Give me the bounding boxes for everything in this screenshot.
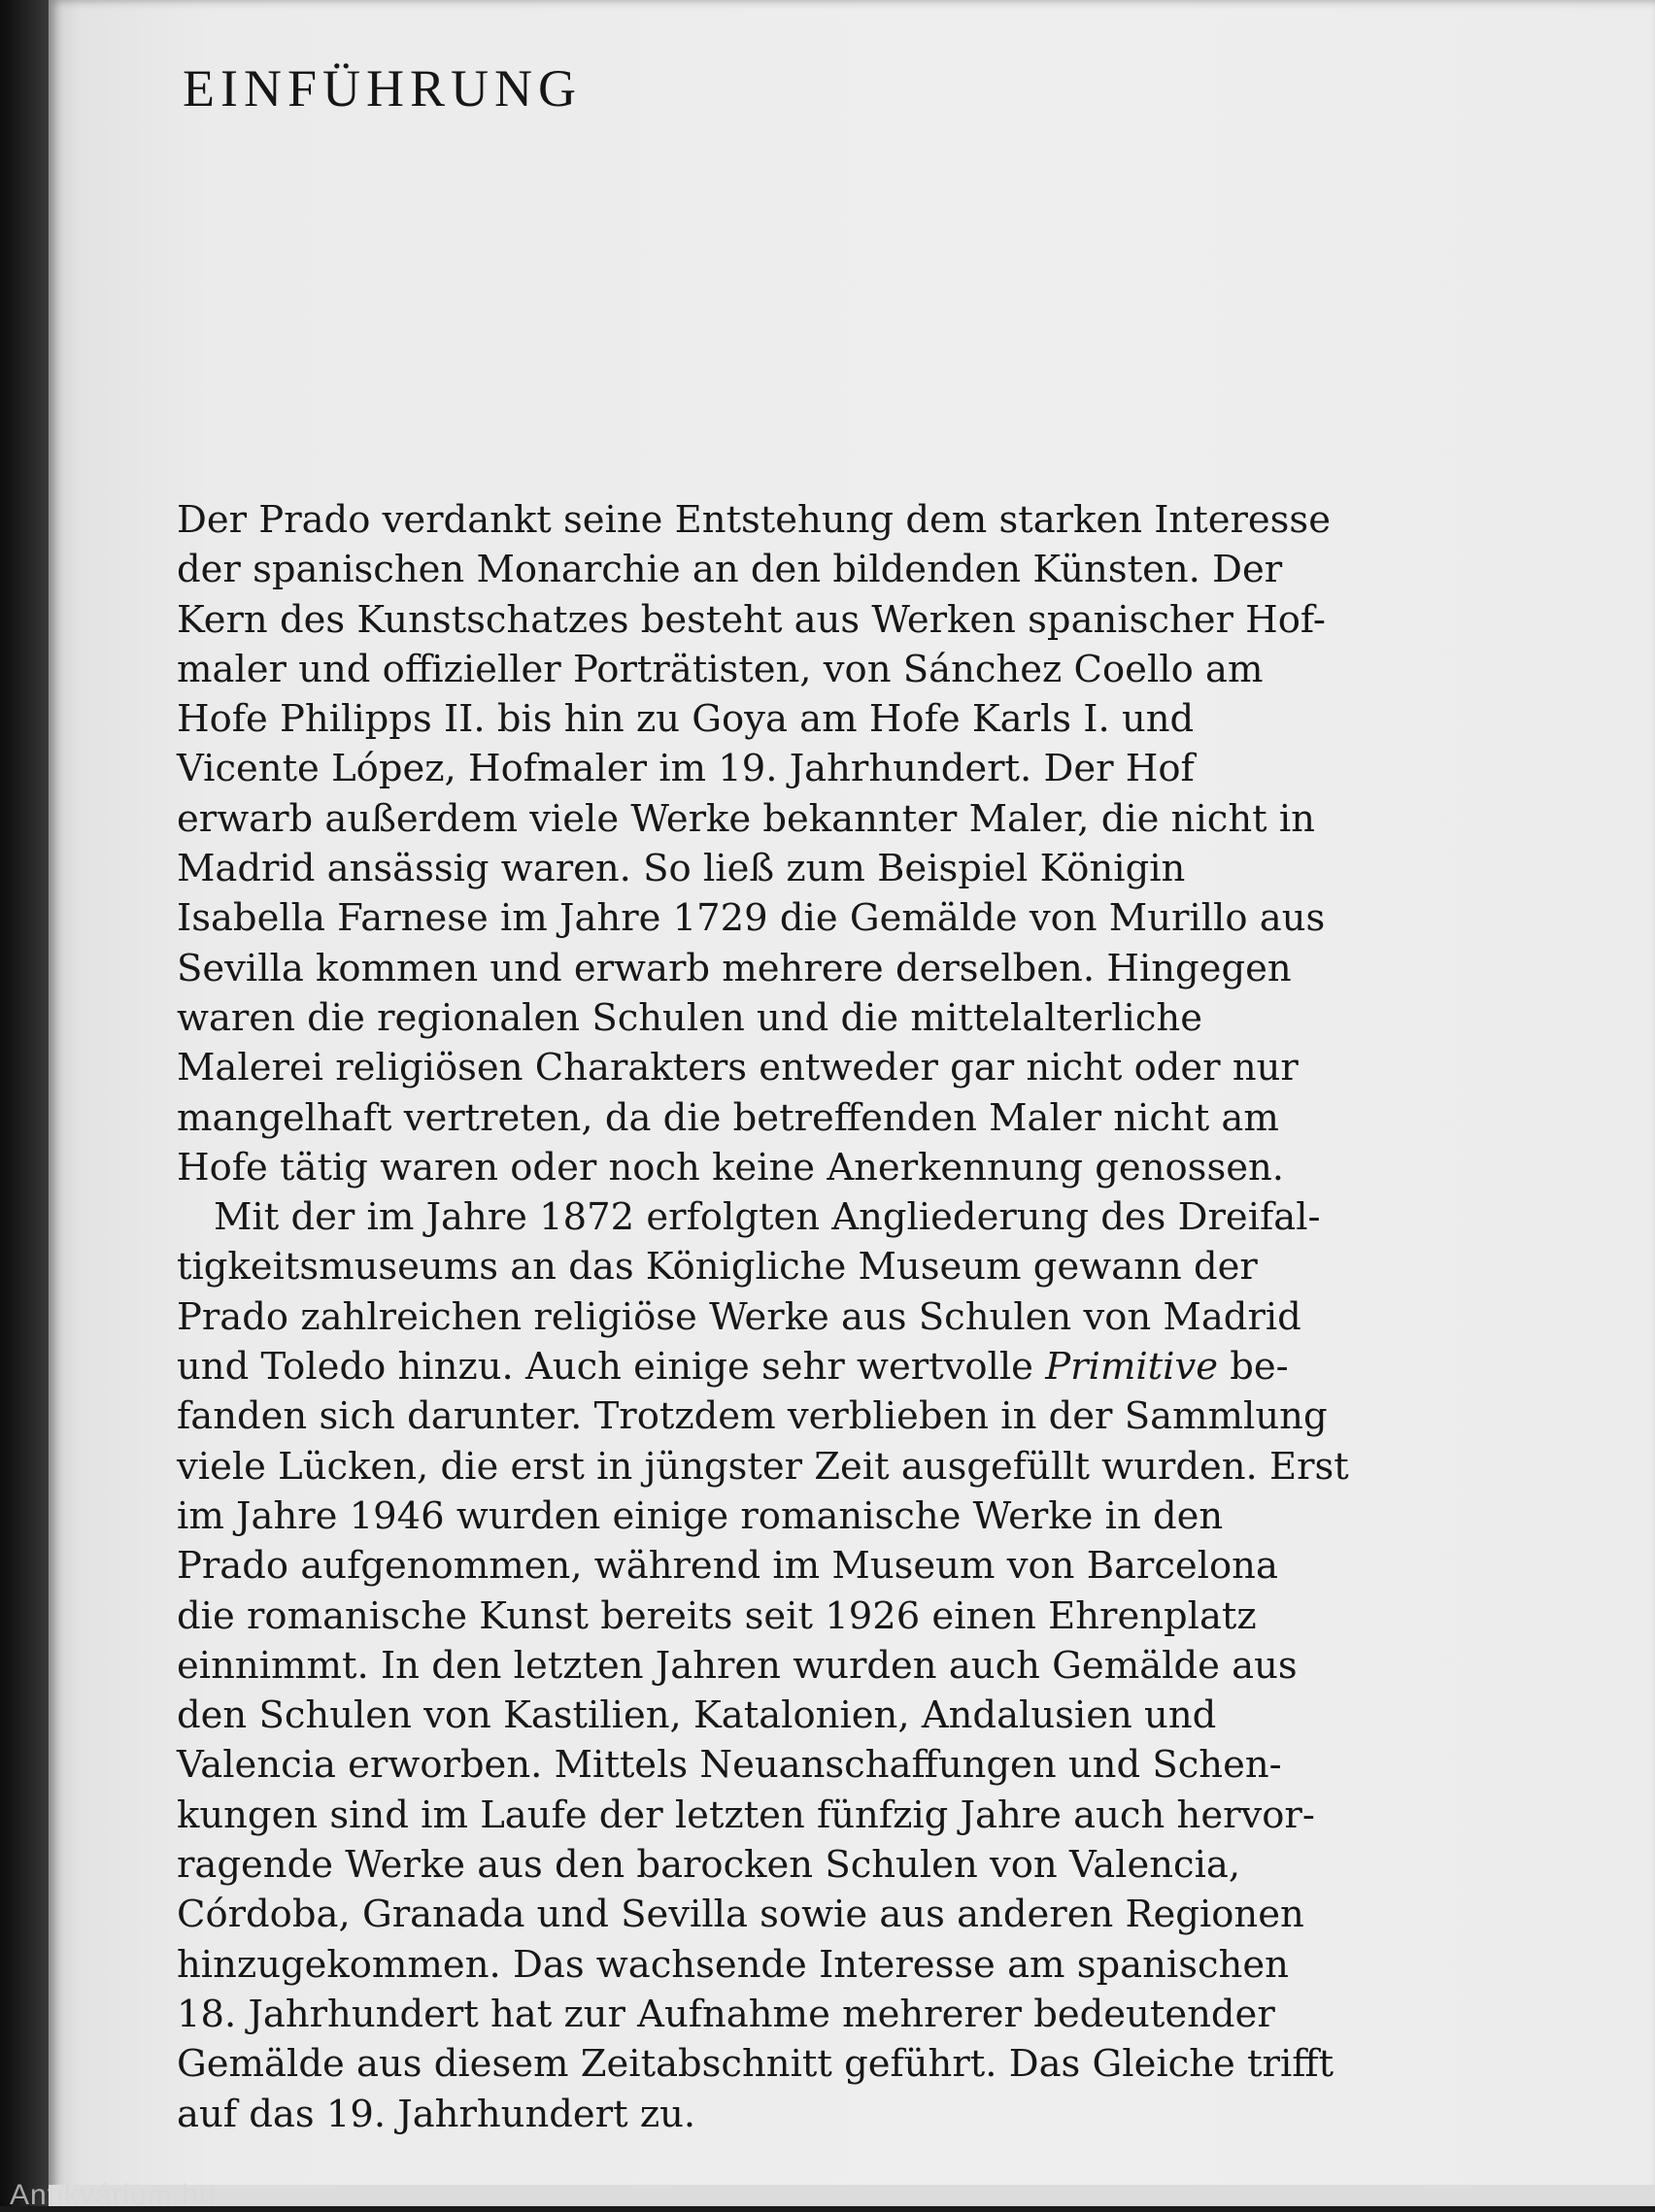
text-line: im Jahre 1946 wurden einige romanische Werke in den bbox=[177, 1493, 1224, 1538]
text-line: Valencia erworben. Mittels Neuanschaffungen und Schen- bbox=[177, 1743, 1282, 1788]
text-line-with-italic bbox=[177, 1342, 1289, 1391]
text-line: der spanischen Monarchie an den bildenden Künsten. Der bbox=[177, 548, 1283, 592]
body-text bbox=[177, 495, 1349, 2139]
text-line: Vicente López, Hofmaler im 19. Jahrhundert. Der Hof bbox=[177, 747, 1195, 791]
book-spine bbox=[0, 0, 49, 2206]
text-line: Gemälde aus diesem Zeitabschnitt geführt. Das Gleiche trifft bbox=[177, 2042, 1334, 2087]
watermark: Antikvárium.hu bbox=[10, 2179, 217, 2211]
text-line: hinzugekommen. Das wachsende Interesse am spanischen bbox=[177, 1942, 1289, 1987]
text-line: Madrid ansässig waren. So ließ zum Beispiel Königin bbox=[177, 847, 1186, 891]
text-line: 18. Jahrhundert hat zur Aufnahme mehrerer bedeutender bbox=[177, 1992, 1275, 2036]
text-line: maler und offizieller Porträtisten, von Sánchez Coello am bbox=[177, 647, 1264, 691]
text-line: viele Lücken, die erst in jüngster Zeit ausgefüllt wurden. Erst bbox=[177, 1444, 1349, 1489]
text-line: fanden sich darunter. Trotzdem verblieben in der Sammlung bbox=[177, 1394, 1328, 1439]
paragraph-2 bbox=[177, 1192, 1349, 2139]
text-line: waren die regionalen Schulen und die mittelalterliche bbox=[177, 995, 1202, 1040]
text-line: erwarb außerdem viele Werke bekannter Maler, die nicht in bbox=[177, 796, 1315, 841]
page-heading: EINFÜHRUNG bbox=[183, 59, 582, 117]
text-line: tigkeitsmuseums an das Königliche Museum gewann der bbox=[177, 1245, 1258, 1290]
text-line: mangelhaft vertreten, da die betreffenden Maler nicht am bbox=[177, 1095, 1279, 1140]
text-line: ragende Werke aus den barocken Schulen von Valencia, bbox=[177, 1843, 1241, 1888]
text-segment: be- bbox=[1217, 1345, 1289, 1390]
text-line: die romanische Kunst bereits seit 1926 einen Ehrenplatz bbox=[177, 1593, 1257, 1638]
text-line: Sevilla kommen und erwarb mehrere derselben. Hingegen bbox=[177, 946, 1292, 990]
text-line: kungen sind im Laufe der letzten fünfzig Jahre auch hervor- bbox=[177, 1793, 1315, 1837]
italic-term: Primitive bbox=[1045, 1345, 1218, 1390]
text-line: den Schulen von Kastilien, Katalonien, Andalusien und bbox=[177, 1693, 1217, 1738]
text-line: Der Prado verdankt seine Entstehung dem starken Interesse bbox=[177, 498, 1331, 542]
text-line: Hofe tätig waren oder noch keine Anerkennung genossen. bbox=[177, 1145, 1285, 1190]
text-line: Prado aufgenommen, während im Museum von Barcelona bbox=[177, 1544, 1278, 1589]
text-line: einnimmt. In den letzten Jahren wurden auch Gemälde aus bbox=[177, 1643, 1298, 1688]
text-line: Hofe Philipps II. bis hin zu Goya am Hofe Karls I. und bbox=[177, 697, 1195, 742]
bottom-edge bbox=[49, 2185, 1655, 2206]
text-line: Malerei religiösen Charakters entweder gar nicht oder nur bbox=[177, 1046, 1299, 1090]
text-line: auf das 19. Jahrhundert zu. bbox=[177, 2092, 696, 2136]
book-page bbox=[49, 0, 1655, 2206]
paragraph-1 bbox=[177, 495, 1331, 1192]
text-line: Prado zahlreichen religiöse Werke aus Schulen von Madrid bbox=[177, 1294, 1301, 1339]
text-line: Córdoba, Granada und Sevilla sowie aus anderen Regionen bbox=[177, 1893, 1304, 1937]
text-segment: und Toledo hinzu. Auch einige sehr wertvolle bbox=[177, 1345, 1046, 1390]
text-line: Mit der im Jahre 1872 erfolgten Angliederung des Dreifal- bbox=[214, 1195, 1321, 1240]
text-line: Isabella Farnese im Jahre 1729 die Gemälde von Murillo aus bbox=[177, 896, 1326, 941]
text-line: Kern des Kunstschatzes besteht aus Werken spanischer Hof- bbox=[177, 597, 1326, 642]
